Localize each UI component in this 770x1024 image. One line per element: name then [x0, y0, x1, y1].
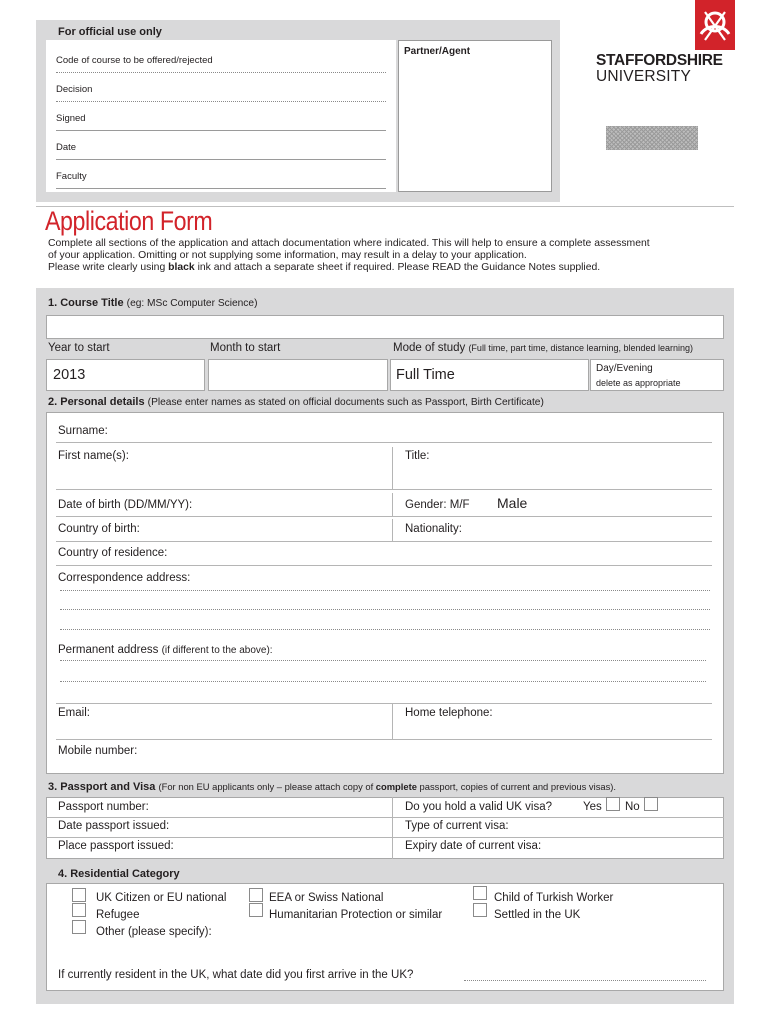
month-to-start-label: Month to start: [210, 342, 281, 354]
turkish-worker-checkbox[interactable]: [473, 886, 487, 900]
official-course-code-field[interactable]: [56, 44, 386, 73]
refugee-label: Refugee: [96, 909, 140, 921]
personal-details-box: [46, 412, 724, 774]
staffordshire-knot-logo-icon: [695, 0, 735, 50]
dob-gender-divider: [392, 493, 393, 517]
section-course-title: 1. Course Title: [48, 297, 124, 309]
visa-yes-checkbox[interactable]: [606, 797, 620, 811]
title-label: Title:: [405, 450, 430, 462]
mode-of-study-input[interactable]: [390, 359, 589, 391]
visa-no-label: No: [625, 801, 640, 813]
email-tel-divider: [392, 703, 393, 739]
permanent-address-label-row: [58, 644, 273, 656]
section-course-heading: [48, 297, 257, 309]
settled-uk-label: Settled in the UK: [494, 909, 581, 921]
correspondence-line-1[interactable]: [60, 590, 710, 591]
official-date-label: Date: [56, 142, 77, 153]
email-label: Email:: [58, 707, 90, 719]
mobile-number-label: Mobile number:: [58, 745, 138, 757]
country-of-residence-line[interactable]: [56, 565, 712, 566]
country-of-birth-line[interactable]: [56, 541, 712, 542]
country-of-birth-label: Country of birth:: [58, 523, 140, 535]
logo-text-staffordshire: STAFFORDSHIRE: [596, 52, 723, 69]
official-signed-field[interactable]: [56, 102, 386, 131]
uk-arrival-date-label: If currently resident in the UK, what date did you first arrive in the UK?: [58, 969, 414, 981]
eea-swiss-label: EEA or Swiss National: [269, 892, 384, 904]
section-personal-hint: (Please enter names as stated on official documents such as Passport, Birth Certificate): [147, 397, 544, 408]
day-evening-label: Day/Evening: [596, 363, 653, 374]
settled-uk-checkbox[interactable]: [473, 903, 487, 917]
nationality-label: Nationality:: [405, 523, 462, 535]
visa-expiry-label: Expiry date of current visa:: [405, 840, 542, 852]
passport-number-line[interactable]: [46, 817, 724, 818]
date-passport-issued-label: Date passport issued:: [58, 820, 170, 832]
official-date-field[interactable]: [56, 131, 386, 160]
official-faculty-field[interactable]: [56, 160, 386, 189]
birth-nationality-divider: [392, 519, 393, 541]
correspondence-line-2[interactable]: [60, 609, 710, 610]
permanent-address-label: Permanent address: [58, 644, 159, 656]
intro-line-2: of your application. Omitting or not supplying some information, may result in a delay to your application.: [48, 250, 527, 261]
surname-line[interactable]: [56, 442, 712, 443]
intro-line-3-post: ink and attach a separate sheet if required. Please READ the Guidance Notes supplied.: [194, 262, 601, 273]
uk-citizen-label: UK Citizen or EU national: [96, 892, 227, 904]
mode-of-study-label-row: [393, 342, 693, 354]
year-to-start-label: Year to start: [48, 342, 110, 354]
humanitarian-label: Humanitarian Protection or similar: [269, 909, 443, 921]
official-faculty-label: Faculty: [56, 171, 87, 182]
visa-type-label: Type of current visa:: [405, 820, 509, 832]
turkish-worker-label: Child of Turkish Worker: [494, 892, 614, 904]
office-stamp-box: [606, 126, 698, 150]
official-use-title: For official use only: [58, 26, 162, 38]
logo-text-university: UNIVERSITY: [596, 68, 692, 85]
humanitarian-checkbox[interactable]: [249, 903, 263, 917]
official-decision-field[interactable]: [56, 73, 386, 102]
other-label: Other (please specify):: [96, 926, 212, 938]
section-personal-title: 2. Personal details: [48, 396, 145, 408]
country-of-residence-label: Country of residence:: [58, 547, 168, 559]
email-line[interactable]: [56, 739, 712, 740]
section-residential-heading: 4. Residential Category: [58, 868, 180, 880]
intro-line-3: [48, 262, 600, 273]
permanent-line-1[interactable]: [60, 660, 706, 661]
permanent-line-2[interactable]: [60, 681, 706, 682]
partner-agent-label: Partner/Agent: [404, 46, 471, 57]
course-title-input[interactable]: [46, 315, 724, 339]
gender-value[interactable]: Male: [497, 495, 528, 511]
correspondence-line-3[interactable]: [60, 629, 710, 630]
official-signed-label: Signed: [56, 113, 86, 124]
home-telephone-label: Home telephone:: [405, 707, 493, 719]
visa-yes-label: Yes: [583, 801, 602, 813]
correspondence-address-label: Correspondence address:: [58, 572, 191, 584]
date-of-birth-label: Date of birth (DD/MM/YY):: [58, 499, 193, 511]
year-to-start-input[interactable]: [46, 359, 205, 391]
date-issued-line[interactable]: [46, 837, 724, 838]
section-passport-heading: [48, 781, 616, 793]
official-use-fields: [46, 40, 396, 192]
intro-line-1: Complete all sections of the application and attach documentation where indicated. This will help to ensure a complete assessment: [48, 238, 650, 249]
dob-line[interactable]: [56, 516, 712, 517]
mode-of-study-label: Mode of study: [393, 342, 466, 354]
first-names-label: First name(s):: [58, 450, 129, 462]
intro-line-3-bold: black: [168, 262, 195, 273]
year-to-start-value: 2013: [53, 367, 86, 383]
section-passport-hint: [158, 781, 616, 792]
delete-as-appropriate-note: delete as appropriate: [596, 378, 681, 388]
surname-label: Surname:: [58, 425, 108, 437]
uk-arrival-date-line[interactable]: [464, 980, 706, 981]
passport-number-label: Passport number:: [58, 801, 149, 813]
eea-swiss-checkbox[interactable]: [249, 888, 263, 902]
gender-label: Gender: M/F: [405, 499, 470, 511]
official-decision-label: Decision: [56, 84, 93, 95]
first-names-line[interactable]: [56, 489, 712, 490]
passport-hint-bold: complete: [375, 781, 417, 792]
refugee-checkbox[interactable]: [72, 903, 86, 917]
passport-column-divider: [392, 797, 393, 859]
name-title-divider: [392, 447, 393, 489]
place-passport-issued-label: Place passport issued:: [58, 840, 174, 852]
official-course-code-label: Code of course to be offered/rejected: [56, 55, 213, 66]
page-title: Application Form: [45, 206, 213, 236]
permanent-address-hint: (if different to the above):: [161, 645, 273, 656]
partner-agent-box[interactable]: [398, 40, 552, 192]
visa-no-checkbox[interactable]: [644, 797, 658, 811]
intro-line-3-pre: Please write clearly using: [48, 262, 169, 273]
permanent-line-3[interactable]: [56, 703, 712, 704]
section-personal-heading: [48, 396, 544, 408]
section-passport-title: 3. Passport and Visa: [48, 781, 156, 793]
month-to-start-input[interactable]: [208, 359, 388, 391]
passport-hint-post: passport, copies of current and previous visas).: [416, 781, 617, 792]
section-course-hint: (eg: MSc Computer Science): [126, 298, 258, 309]
uk-citizen-checkbox[interactable]: [72, 888, 86, 902]
day-evening-input[interactable]: [590, 359, 724, 391]
valid-uk-visa-label: Do you hold a valid UK visa?: [405, 801, 553, 813]
mode-of-study-hint: (Full time, part time, distance learning, blended learning): [468, 343, 694, 353]
other-checkbox[interactable]: [72, 920, 86, 934]
passport-hint-pre: (For non EU applicants only – please attach copy of: [158, 781, 376, 792]
mode-of-study-value: Full Time: [396, 367, 455, 383]
